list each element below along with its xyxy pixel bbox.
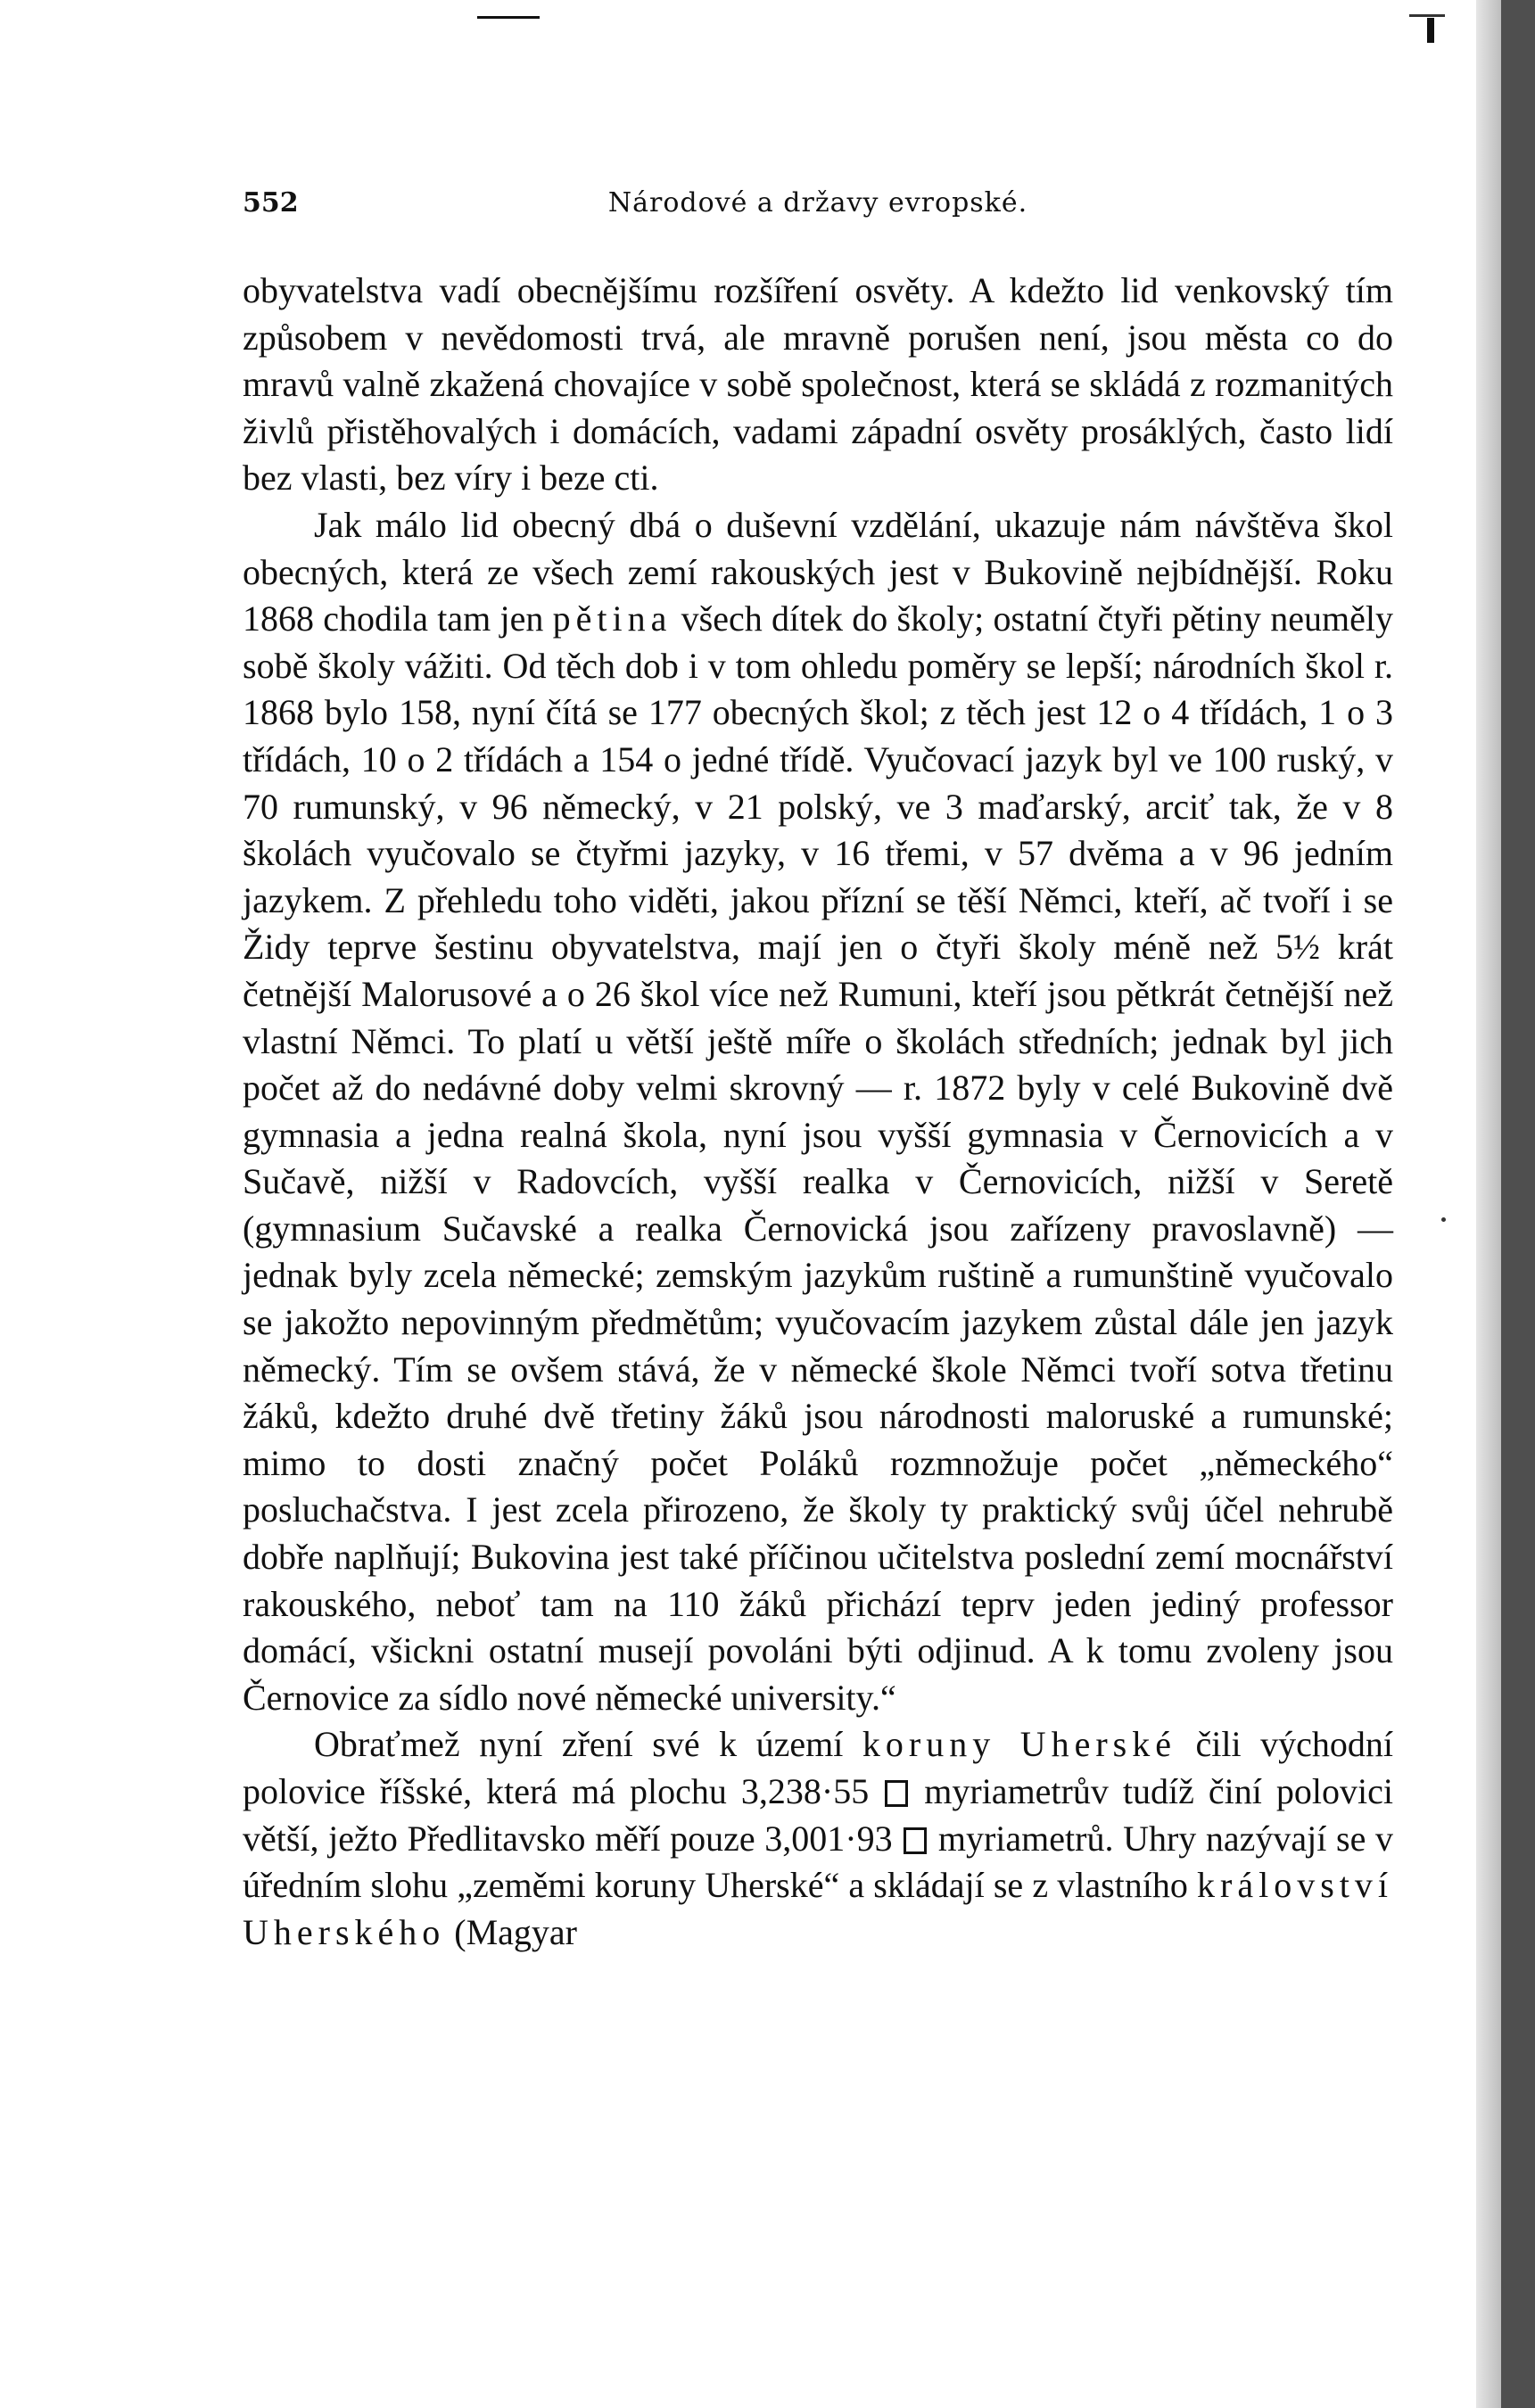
- scan-mark: [1409, 14, 1445, 17]
- text-run: Obraťmež nyní zření své k území: [314, 1724, 862, 1765]
- running-header: [243, 187, 1393, 232]
- square-symbol: [885, 1780, 908, 1807]
- scan-mark: [1427, 18, 1434, 43]
- scan-mark: [1441, 1217, 1446, 1222]
- paragraph: [243, 502, 1393, 1721]
- spaced-emphasis: koruny Uherské: [862, 1724, 1176, 1765]
- body-text: [243, 268, 1393, 1956]
- running-title: Národové a državy evropské.: [607, 187, 1028, 219]
- text-run: všech dítek do školy; ostatní čtyři pětiny neuměly sobě školy vážiti. Od těch dob i v tom ohledu poměry se lepší; národních škol r. 1868 bylo 158, nyní čítá se 177 obecných škol; z těch jest 12 o 4 třídách, 1 o 3 třídách, 10 o 2 třídách a 154 o jedné třídě. Vyučovací jazyk byl ve 100 ruský, v 70 rumunský, v 96 německý, v 21 polský, ve 3 maďarský, arciť tak, že v 8 školách vyučovalo se čtyřmi jazyky, v 16 třemi, v 57 dvěma a v 96 jedním jazykem. Z přehledu toho viděti, jakou přízní se těší Němci, kteří, ač tvoří i se Židy teprve šestinu obyvatelstva, mají jen o čtyři školy méně než 5½ krát četnější Malorusové a o 26 škol více než Rumuni, kteří jsou pětkrát četnější než vlastní Němci. To platí u větší ještě míře o školách středních; jednak byl jich počet až do nedávné doby velmi skrovný — r. 1872 byly v celé Bukovině dvě gymnasia a jedna realná škola, nyní jsou vyšší gymnasia v Černovicích a v Sučavě, nižší v Radovcích, vyšší realka v Černovicích, nižší v Seretě (gymnasium Sučavské a realka Černovická jsou zařízeny pravoslavně) — jednak byly zcela německé; zemským jazykům ruštině a rumunštině vyučovalo se jakožto nepovinným předmětům; vyučovacím jazykem zůstal dále jen jazyk německý. Tím se ovšem stává, že v německé škole Němci tvoří sotva třetinu žáků, kdežto druhé dvě třetiny žáků jsou národnosti maloruské a rumunské; mimo to dosti značný počet Poláků rozmnožuje počet „německého“ posluchačstva. I jest zcela přirozeno, že školy ty praktický svůj účel nehrubě dobře naplňují; Bukovina jest také příčinou učitelstva poslední zemí mocnářství rakouského, neboť tam na 110 žáků přichází teprv jeden jediný professor domácí, všickni ostatní musejí povoláni býti odjinud. A k tomu zvoleny jsou Černovice za sídlo nové německé university.“: [243, 598, 1393, 1718]
- scan-mark: [477, 16, 540, 19]
- text-run: obyvatelstva vadí obecnějšímu rozšíření osvěty. A kdežto lid venkovský tím způsobem v nevědomosti trvá, ale mravně porušen není, jsou města co do mravů valně zkažená chovajíce v sobě společnost, která se skládá z rozmanitých živlů přistěhovalých i domácích, vadami západní osvěty prosáklých, často lidí bez vlasti, bez víry i beze cti.: [243, 270, 1393, 499]
- page-edge: [1476, 0, 1501, 2408]
- spaced-emphasis: pětina: [552, 598, 673, 639]
- text-run: myriametrů. Uhry nazývají se v úředním slohu „zeměmi koruny Uherské“ a skládají se z vlastního: [243, 1818, 1393, 1906]
- spaced-emphasis: království Uherského: [243, 1865, 1393, 1952]
- text-run: Jak málo lid obecný dbá o duševní vzdělání, ukazuje nám návštěva škol obecných, která ze všech zemí rakouských jest v Bukovině nejbídnější. Roku 1868 chodila tam jen: [243, 504, 1393, 639]
- text-run: myriametrův tudíž činí polovici větší, ježto Předlitavsko měří pouze 3,001·93: [243, 1771, 1394, 1859]
- paragraph: [243, 268, 1393, 502]
- paragraph: [243, 1721, 1393, 1956]
- text-run: (Magyar: [445, 1911, 577, 1952]
- square-symbol: [904, 1827, 927, 1854]
- page-number: 552: [243, 187, 299, 219]
- text-run: čili východní polovice říšské, která má plochu 3,238·55: [243, 1724, 1393, 1811]
